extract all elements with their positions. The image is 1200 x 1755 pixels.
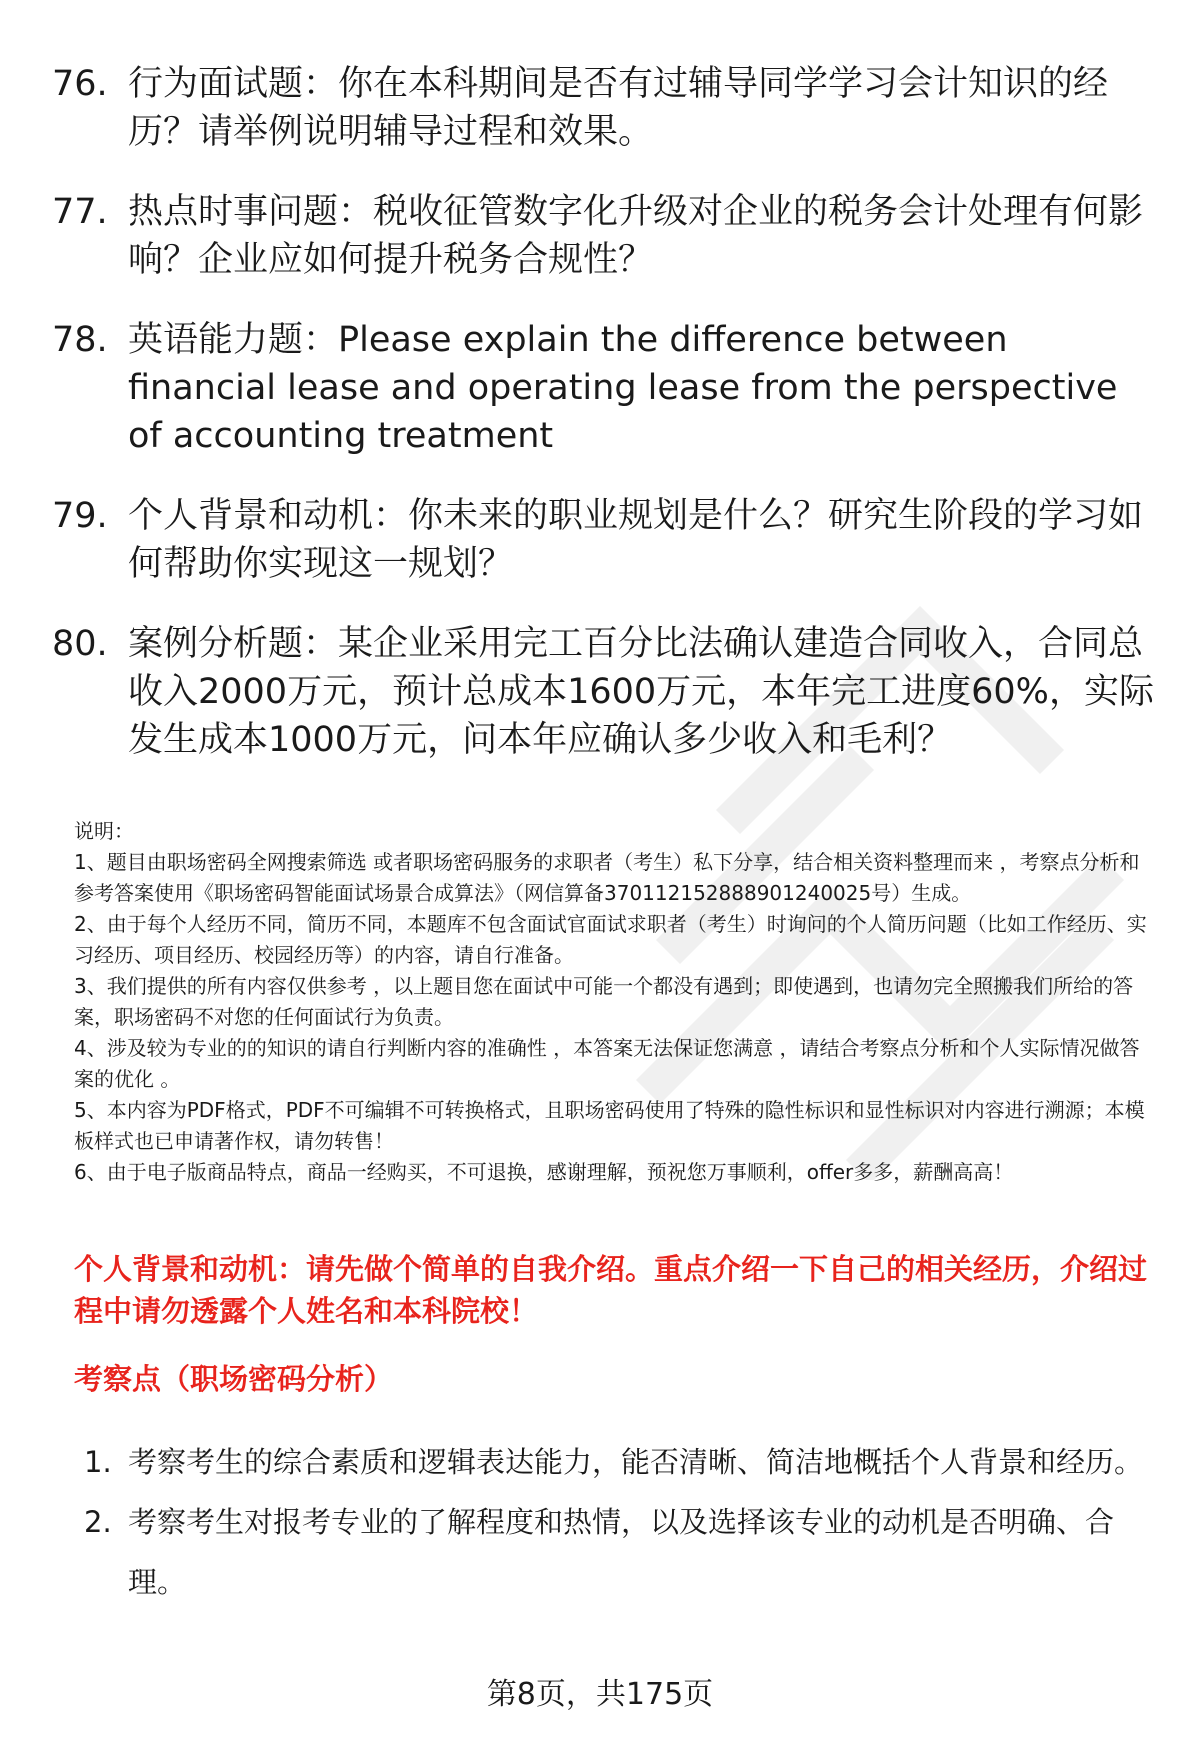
analysis-text: 考察考生对报考专业的了解程度和热情，以及选择该专业的动机是否明确、合理。 — [128, 1505, 1115, 1599]
question-number: 76. — [52, 64, 108, 104]
analysis-item — [84, 1492, 1144, 1612]
note-item: 2、由于每个人经历不同，简历不同，本题库不包含面试官面试求职者（考生）时询问的个人简历问题（比如工作经历、实习经历、项目经历、校园经历等）的内容，请自行准备。 — [74, 912, 1147, 967]
analysis-list — [84, 1432, 1144, 1612]
question-number: 80. — [52, 624, 108, 664]
note-item: 6、由于电子版商品特点，商品一经购买，不可退换，感谢理解，预祝您万事顺利，offer多多，薪酬高高！ — [74, 1160, 1014, 1184]
analysis-item — [84, 1432, 1144, 1492]
note-item: 1、题目由职场密码全网搜索筛选 或者职场密码服务的求职者（考生）私下分享，结合相关资料整理而来 ，考察点分析和参考答案使用《职场密码智能面试场景合成算法》（网信算备370112152888901240025号）生成。 — [74, 850, 1140, 905]
question-item — [52, 60, 1162, 156]
note-item: 3、我们提供的所有内容仅供参考 ，以上题目您在面试中可能一个都没有遇到；即使遇到，也请勿完全照搬我们所给的答案，职场密码不对您的任何面试行为负责。 — [74, 974, 1134, 1029]
question-text: 行为面试题：你在本科期间是否有过辅导同学学习会计知识的经历？请举例说明辅导过程和效果。 — [128, 64, 1109, 152]
question-item — [52, 316, 1162, 460]
disclaimer-notes — [74, 816, 1158, 1188]
note-item: 5、本内容为PDF格式，PDF不可编辑不可转换格式，且职场密码使用了特殊的隐性标识和显性标识对内容进行溯源；本模板样式也已申请著作权，请勿转售！ — [74, 1098, 1145, 1153]
question-number: 77. — [52, 192, 108, 232]
question-list — [52, 60, 1162, 796]
analysis-text: 考察考生的综合素质和逻辑表达能力，能否清晰、简洁地概括个人背景和经历。 — [128, 1445, 1144, 1479]
question-number: 78. — [52, 320, 108, 360]
page-footer: 第8页，共175页 — [486, 1677, 714, 1712]
featured-question: 个人背景和动机：请先做个简单的自我介绍。重点介绍一下自己的相关经历，介绍过程中请勿透露个人姓名和本科院校！ — [74, 1252, 1148, 1328]
question-text: 案例分析题：某企业采用完工百分比法确认建造合同收入，合同总收入2000万元，预计总成本1600万元，本年完工进度60%，实际发生成本1000万元，问本年应确认多少收入和毛利？ — [128, 624, 1154, 760]
question-text: 英语能力题：Please explain the difference between financial lease and operating lease from the perspective of accounting treatment — [128, 320, 1118, 456]
note-item: 4、涉及较为专业的的知识的请自行判断内容的准确性 ，本答案无法保证您满意 ，请结合考察点分析和个人实际情况做答案的优化 。 — [74, 1036, 1140, 1091]
notes-heading: 说明： — [74, 819, 134, 843]
analysis-number: 1. — [84, 1445, 112, 1479]
question-item — [52, 492, 1162, 588]
analysis-heading: 考察点（职场密码分析） — [74, 1362, 394, 1396]
question-item — [52, 620, 1162, 764]
question-item — [52, 188, 1162, 284]
question-number: 79. — [52, 496, 108, 536]
question-text: 热点时事问题：税收征管数字化升级对企业的税务会计处理有何影响？企业应如何提升税务合规性？ — [128, 192, 1144, 280]
analysis-number: 2. — [84, 1505, 112, 1539]
question-text: 个人背景和动机：你未来的职业规划是什么？研究生阶段的学习如何帮助你实现这一规划？ — [128, 496, 1144, 584]
